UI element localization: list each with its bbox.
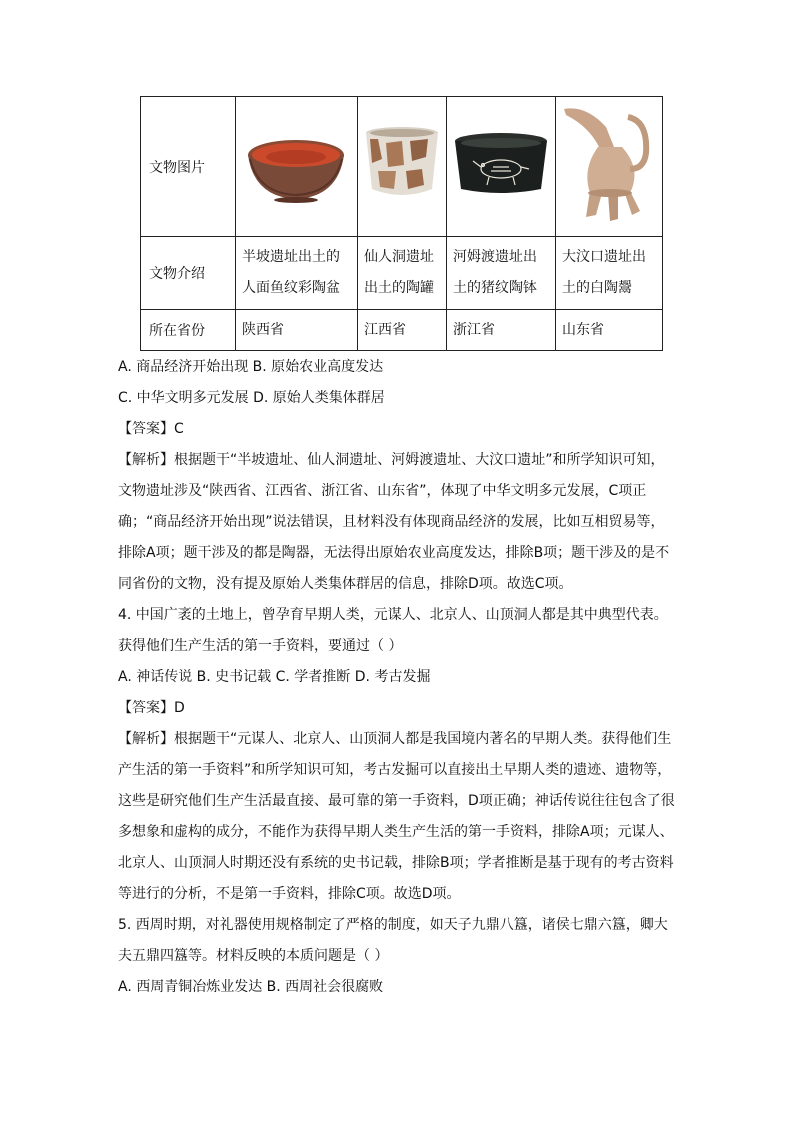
white-pottery-gui-image [556, 97, 663, 237]
pottery-jar-image [358, 97, 447, 237]
pig-pattern-bowl-image [447, 97, 556, 237]
artifact-table [140, 96, 663, 351]
q4-options: A. 神话传说 B. 史书记载 C. 学者推断 D. 考古发掘 [118, 669, 431, 685]
intro-row [141, 237, 663, 310]
q3-options-line-2: C. 中华文明多元发展 D. 原始人类集体群居 [118, 390, 385, 406]
question-text [118, 352, 678, 1003]
q4-stem: 4. 中国广袤的土地上，曾孕育早期人类，元谋人、北京人、山顶洞人都是其中典型代表。获得他们生产生活的第一手资料，要通过（ ） [118, 607, 668, 654]
q4-answer: 【答案】D [118, 700, 185, 716]
artifact-province: 山东省 [556, 310, 663, 351]
painted-pottery-basin-image [236, 97, 358, 237]
artifact-province: 陕西省 [236, 310, 358, 351]
artifact-province: 江西省 [358, 310, 447, 351]
province-row [141, 310, 663, 351]
q3-options-line-1: A. 商品经济开始出现 B. 原始农业高度发达 [118, 359, 384, 375]
artifact-intro: 河姆渡遗址出土的猪纹陶钵 [447, 237, 556, 310]
q5-options: A. 西周青铜冶炼业发达 B. 西周社会很腐败 [118, 979, 384, 995]
q3-analysis: 【解析】根据题干“半坡遗址、仙人洞遗址、河姆渡遗址、大汶口遗址”和所学知识可知，文物遗址涉及“陕西省、江西省、浙江省、山东省”，体现了中华文明多元发展，C项正确；“商品经济开始出现”说法错误，且材料没有体现商品经济的发展，比如互相贸易等，排除A项；题干涉及的都是陶器，无法得出原始农业高度发达，排除B项；题干涉及的是不同省份的文物，没有提及原始人类集体群居的信息，排除D项。故选C项。 [118, 452, 670, 592]
row-label-images: 文物图片 [141, 97, 236, 237]
q5-stem: 5. 西周时期，对礼器使用规格制定了严格的制度，如天子九鼎八簋，诸侯七鼎六簋，卿大夫五鼎四簋等。材料反映的本质问题是（ ） [118, 917, 668, 964]
row-label-province: 所在省份 [141, 310, 236, 351]
row-label-intro: 文物介绍 [141, 237, 236, 310]
artifact-intro: 仙人洞遗址出土的陶罐 [358, 237, 447, 310]
q4-analysis: 【解析】根据题干“元谋人、北京人、山顶洞人都是我国境内著名的早期人类。获得他们生产生活的第一手资料”和所学知识可知，考古发掘可以直接出土早期人类的遗迹、遗物等，这些是研究他们生产生活最直接、最可靠的第一手资料，D项正确；神话传说往往包含了很多想象和虚构的成分，不能作为获得早期人类生产生活的第一手资料，排除A项；元谋人、北京人、山顶洞人时期还没有系统的史书记载，排除B项；学者推断是基于现有的考古资料等进行的分析，不是第一手资料，排除C项。故选D项。 [118, 731, 675, 902]
artifact-province: 浙江省 [447, 310, 556, 351]
q3-answer: 【答案】C [118, 421, 184, 437]
artifact-intro: 大汶口遗址出土的白陶鬶 [556, 237, 663, 310]
image-row [141, 97, 663, 237]
artifact-intro: 半坡遗址出土的人面鱼纹彩陶盆 [236, 237, 358, 310]
